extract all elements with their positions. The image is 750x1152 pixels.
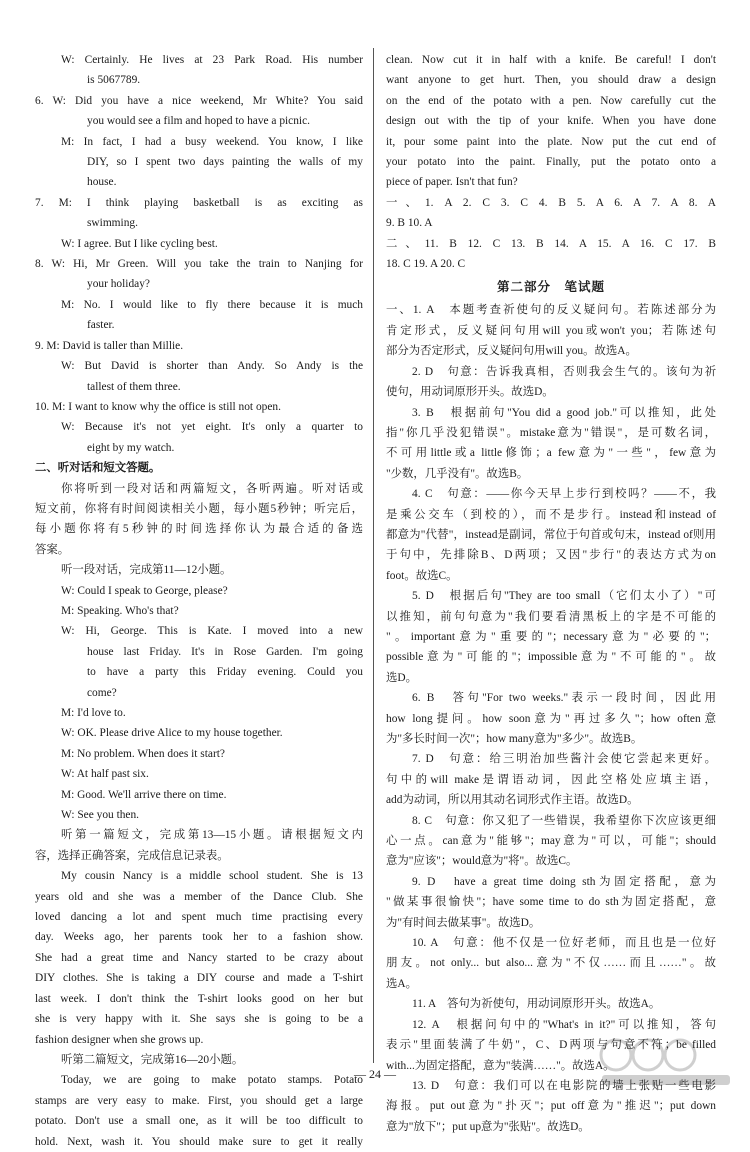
text-line: add为动词，所以用其动名词形式作主语。故选D。 xyxy=(386,794,639,807)
text-line: fashion designer when she grows up. xyxy=(35,1033,204,1046)
text-line: 一、1. A 2. C 3. C 4. B 5. A 6. A 7. A 8. A xyxy=(386,196,716,209)
text-line: 18. C 19. A 20. C xyxy=(386,258,466,271)
text-line: it, pour some paint into the plate. Now put the cut end of xyxy=(386,135,716,148)
text-line: "。important意为"重要的"；necessary意为"必要的"； xyxy=(386,630,716,643)
text-line: 9. D have a great time doing sth为固定搭配，意为 xyxy=(412,875,716,888)
text-line: day. Weeks ago, her parents took her to a fashion show. xyxy=(35,931,363,944)
text-line: hold. Next, wash it. You should make sure to get it really xyxy=(35,1135,363,1148)
text-line: M: No problem. When does it start? xyxy=(61,747,225,760)
text-line: 听第二篇短文，完成第16—20小题。 xyxy=(61,1053,244,1066)
text-line: 为"有时间去做某事"。故选D。 xyxy=(386,916,541,929)
text-line: 选A。 xyxy=(386,977,418,990)
text-line: 10. M: I want to know why the office is still not open. xyxy=(35,400,281,413)
text-line: 短文前，你将有时间阅读相关小题，每小题5秒钟；听完后， xyxy=(35,502,363,515)
text-line: 7. D 句意：给三明治加些酱汁会使它尝起来更好。 xyxy=(412,753,716,766)
text-line: piece of paper. Isn't that fun? xyxy=(386,176,518,189)
text-line: 12. A 根据问句中的"What's in it?"可以推知，答句 xyxy=(412,1018,716,1031)
text-line: 使句，用动词原形开头。故选D。 xyxy=(386,386,554,399)
text-line: W: Certainly. He lives at 23 Park Road. His number xyxy=(61,54,363,66)
column-divider xyxy=(373,48,374,1063)
text-line: My cousin Nancy is a middle school student. She is 13 xyxy=(61,870,363,883)
text-line: clean. Now cut it in half with a knife. Be careful! I don't xyxy=(386,54,716,66)
right-column xyxy=(386,50,716,1137)
text-line: 都意为"代替"，instead是副词，常位于句首或句末，instead of则用 xyxy=(386,528,716,541)
text-line: 意为"放下"；put up意为"张贴"。故选D。 xyxy=(386,1120,590,1133)
text-line: tallest of them three. xyxy=(87,380,181,393)
text-line: 肯定形式，反义疑问句用will you或won't you；若陈述句 xyxy=(386,324,716,337)
text-line: W: Because it's not yet eight. It's only a quarter to xyxy=(61,421,363,434)
text-line: 二、11. B 12. C 13. B 14. A 15. A 16. C 17. B xyxy=(386,237,716,250)
text-line: W: See you then. xyxy=(61,809,140,822)
text-line: 容，选择正确答案，完成信息记录表。 xyxy=(35,849,229,862)
text-line: 心一点。can意为"能够"；may意为"可以，可能"；should xyxy=(386,835,716,848)
text-line: 3. B 根据前句"You did a good job."可以推知，此处 xyxy=(412,406,716,419)
text-line: 2. D 句意：告诉我真相，否则我会生气的。该句为祈 xyxy=(412,365,716,378)
text-line: 11. A 答句为祈使句，用动词原形开头。故选A。 xyxy=(412,998,661,1011)
text-line: 听第一篇短文，完成第13—15小题。请根据短文内 xyxy=(61,829,363,842)
text-line: 海报。put out意为"扑灭"；put off意为"推迟"；put down xyxy=(386,1100,716,1113)
text-line: 9. M: David is taller than Millie. xyxy=(35,339,184,352)
text-line: W: At half past six. xyxy=(61,768,149,781)
text-line: house. xyxy=(87,176,117,189)
text-line: she is very happy with it. She says she is going to be a xyxy=(35,1013,363,1026)
text-line: 为"多长时间一次"；how many意为"多少"。故选B。 xyxy=(386,733,643,745)
text-line: 听一段对话，完成第11—12小题。 xyxy=(61,564,232,577)
text-line: to have a party this Friday evening. Could you xyxy=(87,666,363,679)
text-line: DIY clothes. She is taking a DIY course and made a T-shirt xyxy=(35,972,363,985)
text-line: M: No. I would like to fly there because it is much xyxy=(61,298,363,311)
text-line: 7. M: I think playing basketball is as exciting as xyxy=(35,196,363,209)
text-line: come? xyxy=(87,686,117,699)
text-line: want anyone to get hurt. Then, you should draw a design xyxy=(386,74,716,87)
text-line: you would see a film and hoped to have a picnic. xyxy=(87,115,311,128)
text-line: Today, we are going to make potato stamps. Potato xyxy=(61,1074,363,1087)
text-line: last week. I don't think the T-shirt looks good on her but xyxy=(35,992,363,1005)
text-line: design out with the tip of your knife. When you have done xyxy=(386,115,716,128)
text-line: 表示"里面装满了牛奶"，C、D两项与句意不符；be filled xyxy=(386,1039,716,1052)
text-line: "做某事很愉快"；have some time to do sth为固定搭配，意 xyxy=(386,896,716,909)
section-heading: 第二部分 笔试题 xyxy=(496,280,605,295)
text-line: possible意为"可能的"；impossible意为"不可能的"。故 xyxy=(386,651,716,664)
text-line: W: OK. Please drive Alice to my house together. xyxy=(61,727,283,740)
text-line: M: In fact, I had a busy weekend. You know, I like xyxy=(61,135,363,148)
text-line: eight by my watch. xyxy=(87,441,175,454)
watermark-logo xyxy=(596,1033,736,1088)
text-line: W: But David is shorter than Andy. So Andy is the xyxy=(61,360,363,373)
text-line: years old and she was a member of the Dance Club. She xyxy=(35,890,363,903)
text-line: 13. D 句意：我们可以在电影院的墙上张贴一些电影 xyxy=(412,1079,716,1092)
text-line: 答案。 xyxy=(35,543,70,556)
text-line: 8. C 句意：你又犯了一些错误，我希望你下次应该更细 xyxy=(412,814,716,827)
text-line: your potato into the paint. Finally, put the potato onto a xyxy=(386,156,716,169)
left-column xyxy=(35,50,363,1152)
text-line: M: I'd love to. xyxy=(61,707,126,719)
text-line: house last Friday. It's in Rose Garden. I'm going xyxy=(87,645,363,658)
text-line: M: Good. We'll arrive there on time. xyxy=(61,788,227,801)
text-line: 朋友。not only... but also...意为"不仅……而且……"。故 xyxy=(386,957,716,970)
text-line: 部分为否定形式，反义疑问句用will you。故选A。 xyxy=(386,345,637,358)
text-line: 二、听对话和短文答题。 xyxy=(35,462,161,475)
text-line: 4. C 句意：——你今天早上步行到校吗？——不，我 xyxy=(412,488,716,501)
text-line: 6. B 答句"For two weeks."表示一段时间，因此用 xyxy=(412,692,716,705)
text-line: 9. B 10. A xyxy=(386,217,433,230)
text-line: 一、1. A 本题考查祈使句的反义疑问句。若陈述部分为 xyxy=(386,304,716,317)
text-line: 指"你几乎没犯错误"。mistake意为"错误"，是可数名词， xyxy=(386,426,716,439)
text-line: 以推知，前句句意为"我们要看清黑板上的字是不可能的 xyxy=(386,610,716,623)
text-line: potato. Don't use a small one, as it will be too difficult to xyxy=(35,1115,363,1128)
text-line: with...为固定搭配，意为"装满……"。故选A。 xyxy=(386,1059,615,1072)
text-line: 你将听到一段对话和两篇短文，各听两遍。听对话或 xyxy=(61,482,363,495)
text-line: 选D。 xyxy=(386,671,418,684)
text-line: W: Could I speak to George, please? xyxy=(61,584,228,597)
text-line: 10. A 句意：他不仅是一位好老师，而且也是一位好 xyxy=(412,937,716,950)
text-line: stamps are very easy to make. First, you should get a large xyxy=(35,1094,363,1107)
text-line: your holiday? xyxy=(87,278,150,291)
text-line: 不可用little或a little修饰；a few意为"一些"，few意为 xyxy=(386,447,716,460)
text-line: M: Speaking. Who's that? xyxy=(61,604,179,617)
text-line: W: I agree. But I like cycling best. xyxy=(61,237,218,250)
text-line: is 5067789. xyxy=(87,74,141,87)
text-line: 句中的will make是谓语动词，因此空格处应填主语， xyxy=(386,773,716,786)
text-line: swimming. xyxy=(87,217,138,230)
text-line: how long提问。how soon意为"再过多久"；how often意 xyxy=(386,712,716,725)
text-line: faster. xyxy=(87,319,115,332)
text-line: 8. W: Hi, Mr Green. Will you take the train to Nanjing for xyxy=(35,258,363,271)
text-line: 6. W: Did you have a nice weekend, Mr White? You said xyxy=(35,94,363,107)
text-line: She had a great time and Nancy started to be crazy about xyxy=(35,951,363,964)
text-line: "少数，几乎没有"。故选B。 xyxy=(386,467,529,480)
text-line: 是乘公交车（到校的），而不是步行。instead和instead of xyxy=(386,508,716,521)
text-line: foot。故选C。 xyxy=(386,569,458,582)
text-line: 5. D 根据后句"They are too small（它们太小了）"可 xyxy=(412,590,716,603)
text-line: 每小题你将有5秒钟的时间选择你认为最合适的备选 xyxy=(35,523,363,536)
text-line: 于句中，先排除B、D两项；又因"步行"的表达方式为on xyxy=(386,549,716,562)
text-line: on the end of the potato with a pen. Now carefully cut the xyxy=(386,94,716,107)
text-line: W: Hi, George. This is Kate. I moved into a new xyxy=(61,625,363,638)
text-line: 意为"应该"；would意为"将"。故选C。 xyxy=(386,855,578,868)
page-number: — 24 — xyxy=(354,1067,396,1081)
text-line: loved dancing a lot and spent much time practising every xyxy=(35,911,363,924)
text-line: DIY, so I spent two days painting the walls of my xyxy=(87,156,363,169)
